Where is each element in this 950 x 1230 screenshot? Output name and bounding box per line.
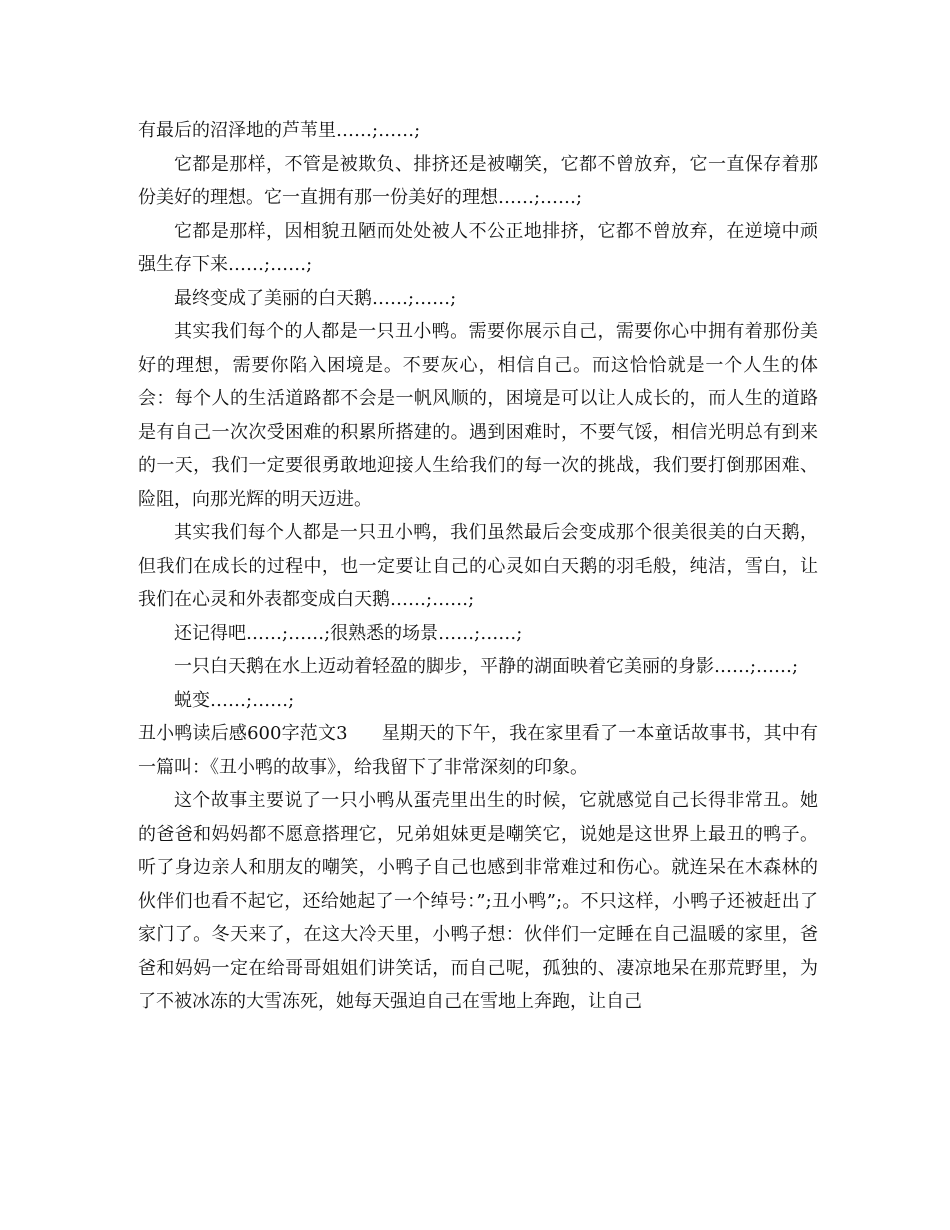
paragraph: 它都是那样，因相貌丑陋而处处被人不公正地排挤，它都不曾放弃，在逆境中顽强生存下来……;……; — [138, 220, 818, 275]
section-title: 丑小鸭读后感600字范文3 — [138, 723, 348, 744]
paragraph: 最终变成了美丽的白天鹅……;……; — [174, 287, 457, 309]
paragraph: 一只白天鹅在水上迈动着轻盈的脚步，平静的湖面映着它美丽的身影……;……; — [174, 656, 799, 677]
paragraph: 它都是那样，不管是被欺负、排挤还是被嘲笑，它都不曾放弃，它一直保存着那份美好的理想。它一直拥有那一份美好的理想……;……; — [138, 153, 818, 208]
paragraph: 其实我们每个人都是一只丑小鸭，我们虽然最后会变成那个很美很美的白天鹅，但我们在成长的过程中，也一定要让自己的心灵如白天鹅的羽毛般，纯洁，雪白，让我们在心灵和外表都变成白天鹅……;……; — [138, 522, 818, 610]
paragraph: 这个故事主要说了一只小鸭从蛋壳里出生的时候，它就感觉自己长得非常丑。她的爸爸和妈妈都不愿意搭理它，兄弟姐妹更是嘲笑它，说她是这世界上最丑的鸭子。听了身边亲人和朋友的嘲笑，小鸭子自己也感到非常难过和伤心。就连呆在木森林的伙伴们也看不起它，还给她起了一个绰号：”;丑小鸭”;。不只这样，小鸭子还被赶出了家门了。冬天来了，在这大冷天里，小鸭子想：伙伴们一定睡在自己温暖的家里，爸爸和妈妈一定在给哥哥姐姐们讲笑话，而自己呢，孤独的、凄凉地呆在那荒野里，为了不被冰冻的大雪冻死，她每天强迫自己在雪地上奔跑，让自己 — [138, 790, 818, 1012]
document-body — [138, 114, 818, 1019]
paragraph: 还记得吧……;……;很熟悉的场景……;……; — [174, 622, 523, 644]
section-paragraph — [138, 717, 818, 784]
paragraph: 蜕变……;……; — [174, 689, 295, 711]
paragraph: 其实我们每个的人都是一只丑小鸭。需要你展示自己，需要你心中拥有着那份美好的理想，需要你陷入困境是。不要灰心，相信自己。而这恰恰就是一个人生的体会：每个人的生活道路都不会是一帆风顺的，困境是可以让人成长的，而人生的道路是有自己一次次受困难的积累所搭建的。遇到困难时，不要气馁，相信光明总有到来的一天，我们一定要很勇敢地迎接人生给我们的每一次的挑战，我们要打倒那困难、险阻，向那光辉的明天迈进。 — [138, 321, 818, 510]
paragraph: 有最后的沼泽地的芦苇里……;……; — [138, 120, 421, 141]
section-first-text: 星期天的下午，我在家里看了一本童话故事书，其中有一篇叫：《丑小鸭的故事》，给我留下了非常深刻的印象。 — [138, 723, 819, 778]
